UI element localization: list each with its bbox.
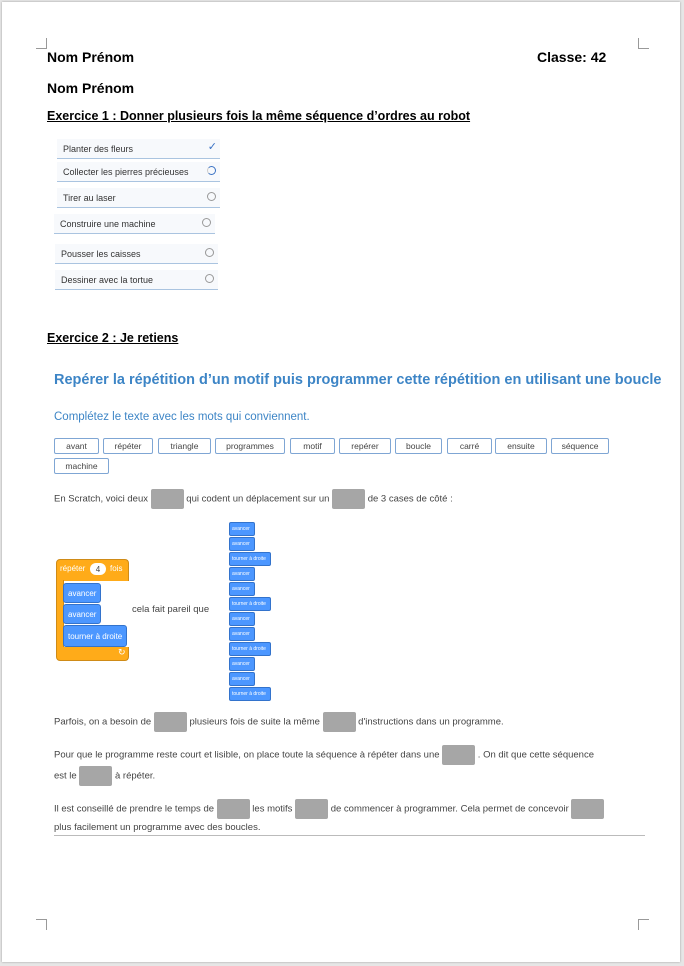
sentence-3-line-1: [54, 745, 594, 765]
checklist-item[interactable]: [55, 244, 218, 264]
sentence-4-line-2: plus facilement un programme avec des boucles.: [54, 822, 261, 833]
answer-blank[interactable]: [79, 766, 112, 786]
answer-blank[interactable]: [217, 799, 250, 819]
circle-icon: [205, 274, 214, 283]
repeat-label: répéter: [60, 564, 86, 573]
checklist-item[interactable]: [57, 139, 220, 159]
student-name-1: Nom Prénom: [47, 49, 135, 65]
sentence-text: Pour que le programme reste court et lisible, on place toute la séquence à répéter dans une: [54, 749, 440, 761]
word-chip[interactable]: carré: [447, 438, 492, 454]
sentence-text: Parfois, on a besoin de: [54, 716, 152, 728]
scratch-block[interactable]: avancer: [63, 604, 101, 624]
margin-mark-bottom-left: [36, 919, 47, 930]
word-chip[interactable]: repérer: [339, 438, 391, 454]
equivalence-text: cela fait pareil que: [132, 604, 210, 615]
sentence-text: En Scratch, voici deux: [54, 493, 148, 505]
scratch-block[interactable]: tourner à droite: [229, 687, 271, 701]
word-chip[interactable]: triangle: [158, 438, 211, 454]
sentence-2: [54, 712, 504, 732]
sentence-text: . On dit que cette séquence: [477, 749, 594, 761]
checklist-item-label: Construire une machine: [60, 218, 156, 229]
word-chip[interactable]: séquence: [551, 438, 609, 454]
scratch-block[interactable]: avancer: [229, 522, 255, 536]
margin-mark-bottom-right: [638, 919, 649, 930]
word-chip[interactable]: ensuite: [495, 438, 547, 454]
scratch-block[interactable]: avancer: [229, 627, 255, 641]
margin-mark-top-left: [36, 38, 47, 49]
checklist-item-label: Pousser les caisses: [61, 248, 141, 259]
lesson-heading: Repérer la répétition d’un motif puis programmer cette répétition en utilisant une boucle: [54, 372, 662, 388]
answer-blank[interactable]: [323, 712, 356, 732]
scratch-block[interactable]: tourner à droite: [229, 642, 271, 656]
word-chip[interactable]: avant: [54, 438, 99, 454]
sentence-4-line-1: [54, 799, 604, 819]
word-chip[interactable]: motif: [290, 438, 335, 454]
answer-blank[interactable]: [295, 799, 328, 819]
sentence-text: d'instructions dans un programme.: [358, 716, 504, 728]
answer-blank[interactable]: [442, 745, 475, 765]
scratch-block[interactable]: avancer: [229, 672, 255, 686]
checklist-item-label: Dessiner avec la tortue: [61, 274, 154, 285]
repeat-count[interactable]: 4: [90, 563, 106, 575]
scratch-block[interactable]: avancer: [229, 657, 255, 671]
circle-icon: [207, 192, 216, 201]
checklist-item-label: Planter des fleurs: [63, 143, 134, 154]
student-name-2: Nom Prénom: [47, 80, 135, 96]
circle-icon: [202, 218, 211, 227]
scratch-block[interactable]: avancer: [229, 582, 255, 596]
loop-arrow-icon: ↻: [118, 647, 126, 657]
checklist-item-label: Collecter les pierres précieuses: [63, 166, 189, 177]
margin-mark-top-right: [638, 38, 649, 49]
word-chip[interactable]: machine: [54, 458, 109, 474]
checklist-item[interactable]: [57, 188, 220, 208]
checklist-item[interactable]: [57, 162, 220, 182]
sentence-1: [54, 489, 453, 509]
word-chip[interactable]: boucle: [395, 438, 442, 454]
word-chip[interactable]: programmes: [215, 438, 285, 454]
checkmark-icon: ✓: [207, 141, 217, 153]
exercise-1-title: Exercice 1 : Donner plusieurs fois la même séquence d’ordres au robot: [47, 109, 471, 123]
repeat-suffix: fois: [110, 564, 123, 573]
sentence-text: à répéter.: [115, 770, 156, 782]
sentence-text: Il est conseillé de prendre le temps de: [54, 803, 215, 815]
sentence-text: les motifs: [252, 803, 293, 815]
scratch-block[interactable]: tourner à droite: [63, 625, 127, 647]
scratch-sequence: [229, 522, 273, 702]
sentence-3-line-2: [54, 766, 155, 786]
instruction-text: Complétez le texte avec les mots qui conviennent.: [54, 411, 310, 423]
word-chip[interactable]: répéter: [103, 438, 153, 454]
class-label: Classe: 42: [537, 49, 607, 65]
answer-blank[interactable]: [571, 799, 604, 819]
sentence-text: de 3 cases de côté :: [367, 493, 453, 505]
document-page: [2, 2, 680, 962]
answer-blank[interactable]: [154, 712, 187, 732]
divider: [54, 835, 645, 836]
scratch-block[interactable]: tourner à droite: [229, 552, 271, 566]
answer-blank[interactable]: [151, 489, 184, 509]
circle-icon: [205, 248, 214, 257]
checklist-item[interactable]: [54, 214, 215, 234]
scratch-block[interactable]: avancer: [229, 567, 255, 581]
checklist-item[interactable]: [55, 270, 218, 290]
scratch-block[interactable]: avancer: [229, 537, 255, 551]
sentence-text: est le: [54, 770, 77, 782]
scratch-block[interactable]: avancer: [229, 612, 255, 626]
progress-circle-icon: [207, 166, 216, 175]
scratch-block[interactable]: avancer: [63, 583, 101, 603]
sentence-text: de commencer à programmer. Cela permet de concevoir: [330, 803, 569, 815]
sentence-text: qui codent un déplacement sur un: [186, 493, 330, 505]
checklist-item-label: Tirer au laser: [63, 192, 116, 203]
exercise-2-title: Exercice 2 : Je retiens: [47, 331, 179, 345]
answer-blank[interactable]: [332, 489, 365, 509]
scratch-block[interactable]: tourner à droite: [229, 597, 271, 611]
sentence-text: plusieurs fois de suite la même: [189, 716, 320, 728]
